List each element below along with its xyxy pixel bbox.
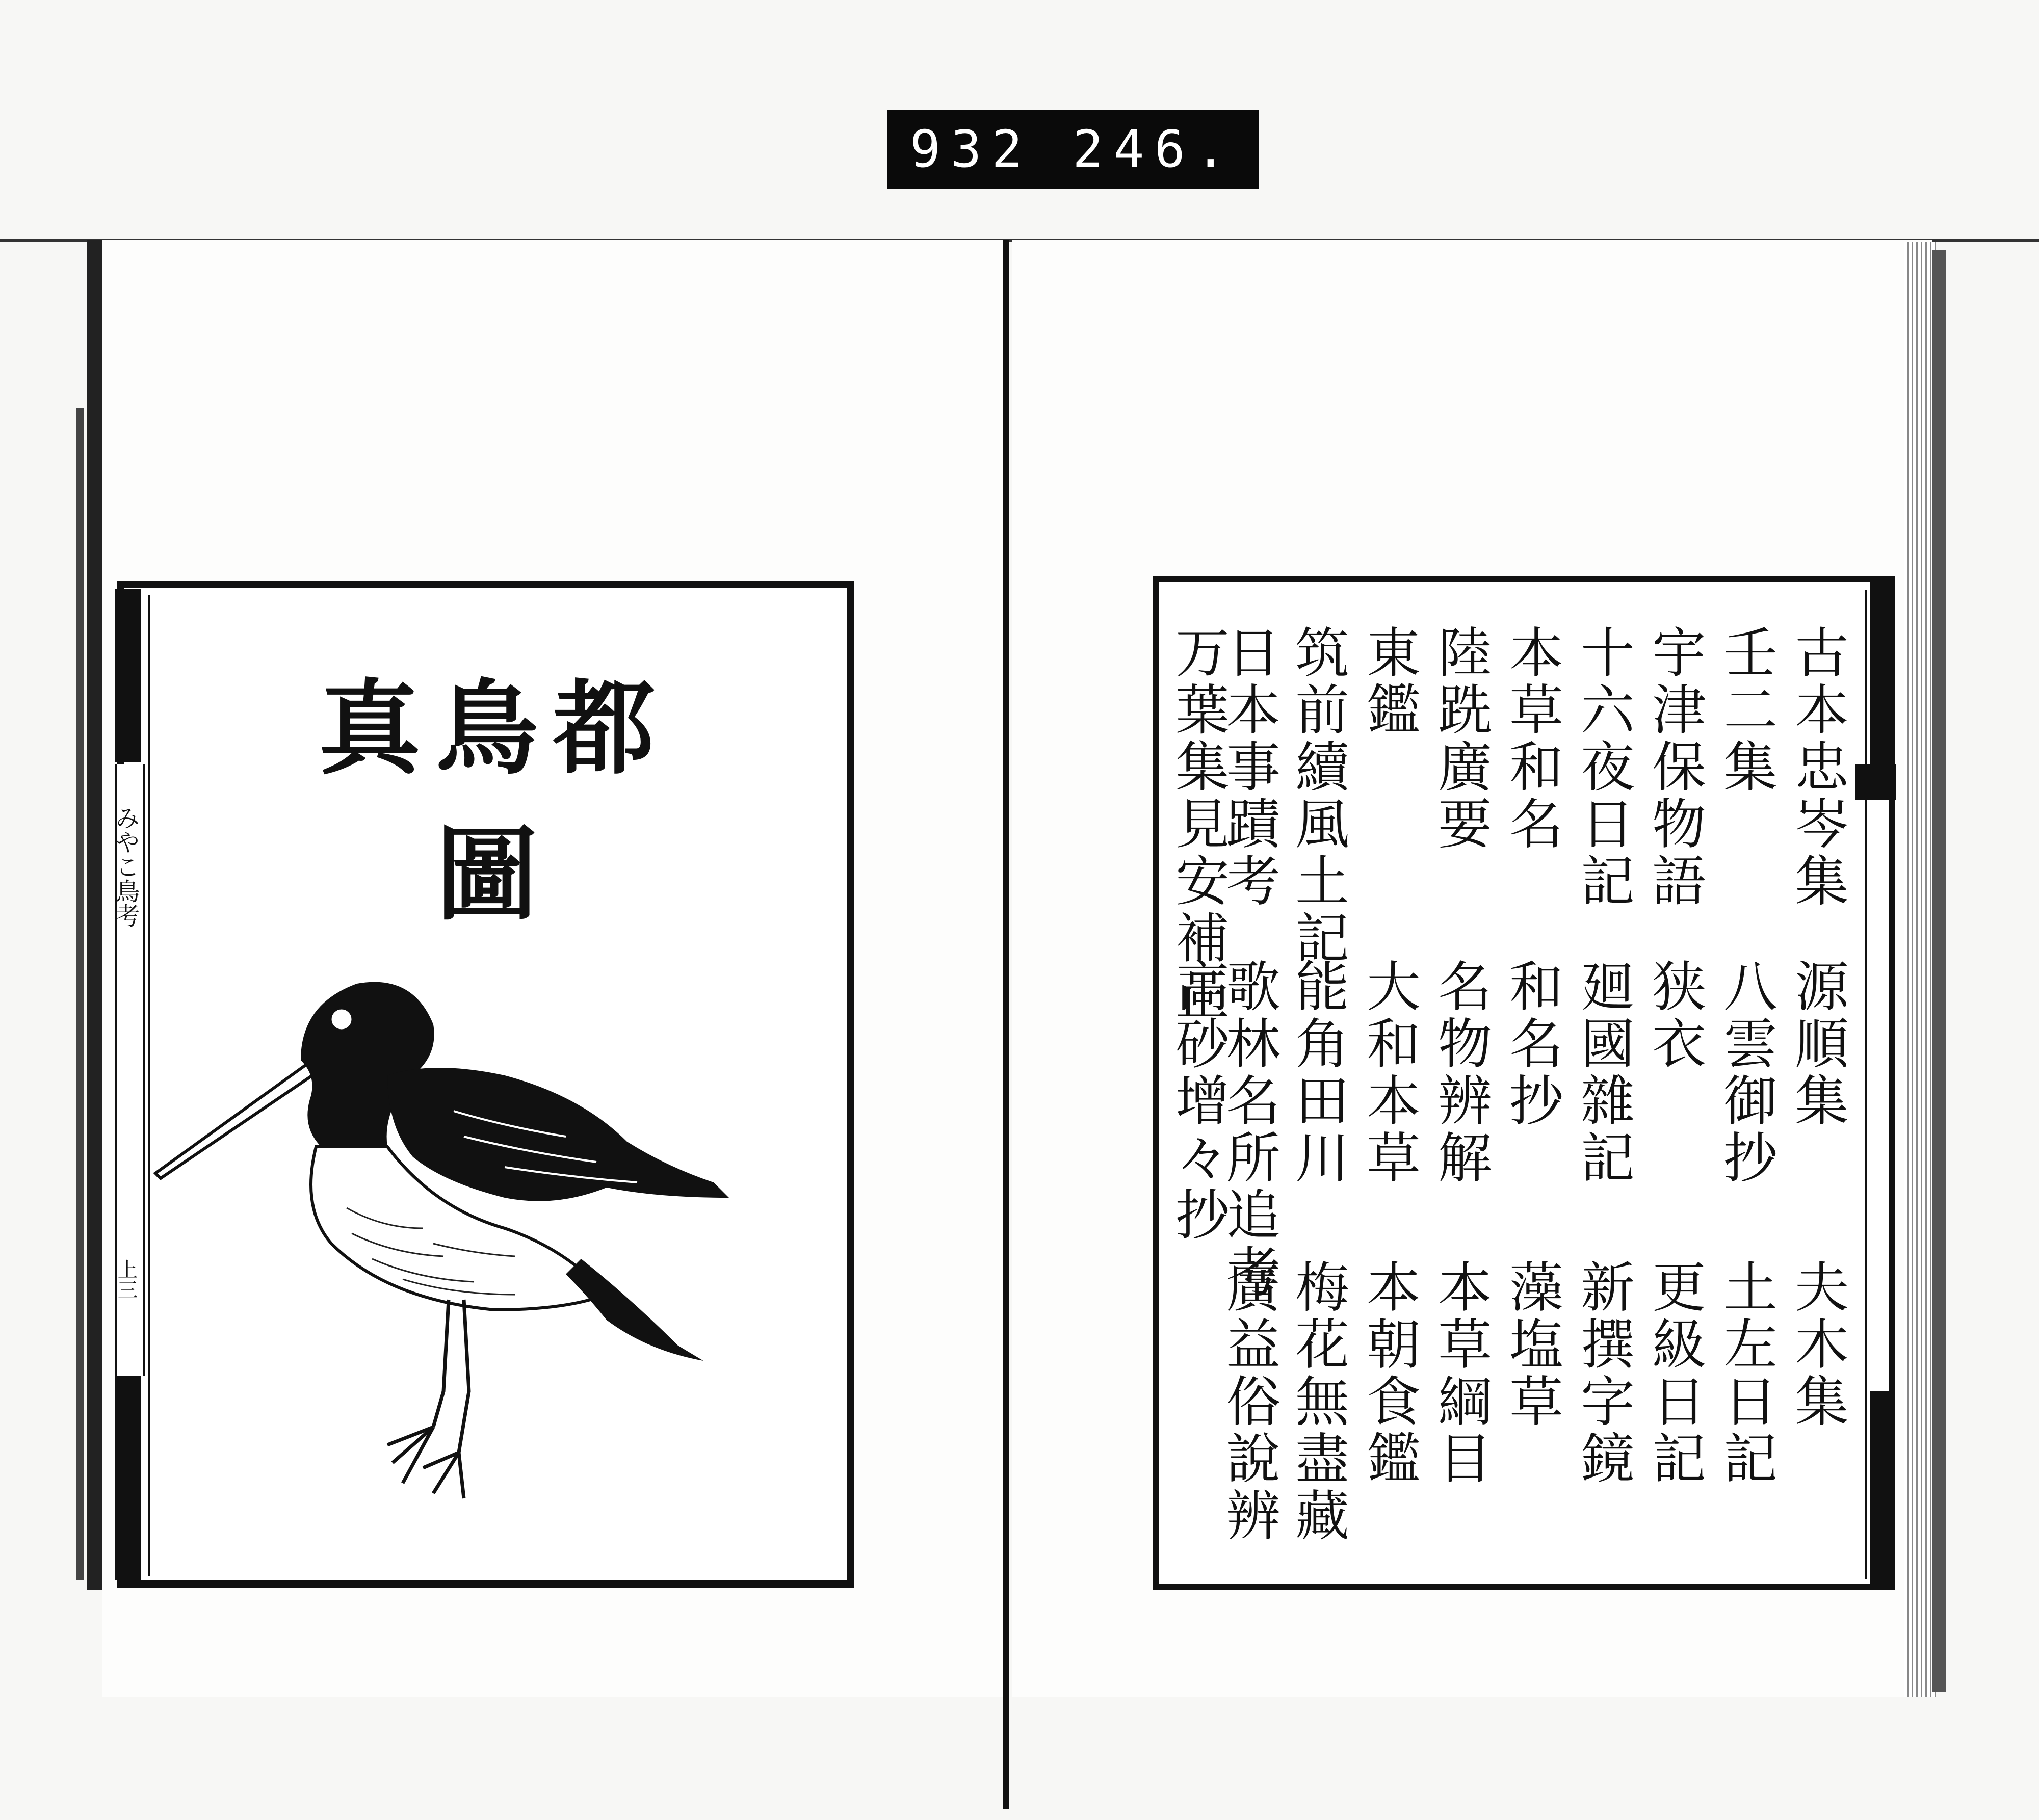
reference-entry: 本朝食鑑 <box>1358 1259 1421 1487</box>
fold-margin-title: みやこ鳥考 <box>111 805 140 928</box>
reference-entry: 藻塩草 <box>1501 1259 1563 1430</box>
reference-entry: 新撰字鏡 <box>1572 1259 1635 1487</box>
book-spine <box>1003 240 1009 1809</box>
fold-margin-black-top <box>115 589 141 762</box>
reference-entry: 本草和名 <box>1501 624 1563 853</box>
reference-entry: 源順集 <box>1786 958 1849 1129</box>
reference-entry: 筑前續風土記 <box>1287 624 1349 967</box>
catalog-number-left: 932 <box>910 119 1033 179</box>
right-margin-black-top <box>1870 581 1895 764</box>
right-margin-black-bottom <box>1870 1391 1895 1585</box>
reference-entry: 本草綱目 <box>1429 1259 1492 1487</box>
reference-entry: 万葉集見安補正 <box>1167 624 1230 1024</box>
oystercatcher-illustration <box>148 943 831 1554</box>
reference-entry: 日本事蹟考 <box>1218 624 1280 910</box>
reference-entry: 壬二集 <box>1715 624 1777 796</box>
reference-entry: 歌林名所追考 <box>1218 958 1280 1301</box>
reference-entry: 廻國雜記 <box>1572 958 1635 1186</box>
reference-entry: 大和本草 <box>1358 958 1421 1186</box>
reference-entry: 東鑑 <box>1358 624 1421 738</box>
left-cover-edge-inner <box>76 408 84 1580</box>
illustration-title: 都鳥真圖 <box>318 669 670 935</box>
right-page-edges <box>1904 242 1936 1697</box>
reference-entry: 更級日記 <box>1643 1259 1706 1487</box>
reference-entry: 廣益俗說辨 <box>1218 1259 1280 1544</box>
reference-entry: 夫木集 <box>1786 1259 1849 1430</box>
fold-margin-page-number: 上三 <box>114 1259 138 1300</box>
right-margin-black-middle <box>1855 764 1896 800</box>
reference-entry: 十六夜日記 <box>1572 624 1635 910</box>
reference-entry: 古本忠岑集 <box>1786 624 1849 910</box>
reference-entry: 宇津保物語 <box>1643 624 1706 910</box>
reference-entry: 土左日記 <box>1715 1259 1777 1487</box>
catalog-number-label <box>887 110 1259 189</box>
reference-entry: 八雲御抄 <box>1715 958 1777 1186</box>
fold-margin-black-bottom <box>115 1376 141 1580</box>
reference-entry: 陸跣廣要 <box>1429 624 1492 853</box>
reference-entry: 能角田川 <box>1287 958 1349 1186</box>
reference-entry: 梅花無盡藏 <box>1287 1259 1349 1544</box>
catalog-number-right: 246. <box>1073 119 1236 179</box>
reference-entry: 狭衣 <box>1643 958 1706 1072</box>
reference-entry: 名物辨解 <box>1429 958 1492 1186</box>
reference-entry: 和名抄 <box>1501 958 1563 1129</box>
right-cover-edge <box>1932 250 1946 1692</box>
reference-entry: 高砂增々抄 <box>1167 958 1230 1244</box>
